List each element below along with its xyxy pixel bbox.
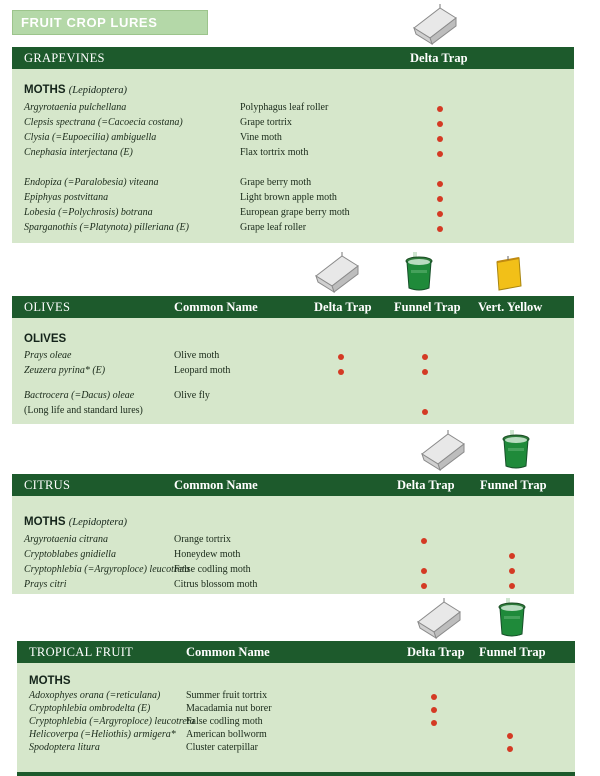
section-title: TROPICAL FRUIT [29,645,134,659]
availability-dot [421,583,427,589]
section-title: OLIVES [24,300,71,314]
section-tropical-fruit [17,641,575,776]
table-row [17,742,575,757]
availability-dot [437,211,443,217]
common-name: Cluster caterpillar [186,742,258,753]
availability-dot [437,121,443,127]
common-name: Honeydew moth [174,549,241,560]
table-row [12,549,574,564]
scientific-name: Sparganothis (=Platynota) pilleriana (E) [24,222,189,233]
common-name: Orange tortrix [174,534,231,545]
section-header [12,47,574,69]
group-title-text: OLIVES [24,333,67,345]
table-row [12,102,574,117]
column-header-delta-trap: Delta Trap [410,51,468,65]
column-header-common-name: Common Name [174,478,258,492]
section-body [12,496,574,594]
table-row [12,534,574,549]
scientific-name: Clepsis spectrana (=Cacoecia costana) [24,117,183,128]
scientific-name: Epiphyas postvittana [24,192,109,203]
column-header-common-name: Common Name [186,645,270,659]
availability-dot [507,733,513,739]
availability-dot [431,707,437,713]
table-row [12,405,574,420]
section-title: GRAPEVINES [24,51,105,65]
table-row [12,192,574,207]
table-row [12,222,574,237]
availability-dot [509,583,515,589]
scientific-name: Cryptophlebia (=Argyroploce) leucotreta [29,716,195,727]
common-name: Light brown apple moth [240,192,337,203]
scientific-name: Cryptophlebia (=Argyroploce) leucotreta [24,564,190,575]
scientific-name: Cryptophlebia ombrodelta (E) [29,703,151,714]
section-body [12,69,574,243]
column-header-common-name: Common Name [174,300,258,314]
section-header [12,296,574,318]
scientific-name: Endopiza (=Paralobesia) viteana [24,177,159,188]
availability-dot [421,538,427,544]
common-name: Olive fly [174,390,210,401]
delta-trap-icon [410,4,460,46]
column-header-delta-trap: Delta Trap [397,478,455,492]
funnel-trap-icon [496,598,528,640]
delta-trap-icon [418,430,468,472]
availability-dot [431,720,437,726]
availability-dot [437,196,443,202]
availability-dot [422,409,428,415]
column-header-funnel-trap: Funnel Trap [480,478,547,492]
group-title-text: MOTHS [24,516,66,528]
funnel-trap-icon [500,430,532,472]
table-row [12,579,574,594]
common-name: Summer fruit tortrix [186,690,268,701]
availability-dot [422,354,428,360]
common-name: False codling moth [186,716,263,727]
scientific-name: Cryptoblabes gnidiella [24,549,116,560]
common-name: Grape leaf roller [240,222,307,233]
table-row [12,390,574,405]
table-row [12,117,574,132]
scientific-name: Argyrotaenia pulchellana [24,102,127,113]
page-title-box [12,10,208,35]
scientific-name: Helicoverpa (=Heliothis) armigera* [29,729,176,740]
bottom-rule [17,772,575,776]
common-name: Vine moth [240,132,282,143]
section-olives [12,296,574,424]
column-header-delta-trap: Delta Trap [407,645,465,659]
table-row [12,350,574,365]
availability-dot [437,226,443,232]
availability-dot [437,136,443,142]
section-header [12,474,574,496]
scientific-name: Prays citri [24,579,67,590]
group-title [24,84,127,96]
common-name: Flax tortrix moth [240,147,309,158]
group-title [29,675,71,687]
common-name: Grape berry moth [240,177,312,188]
column-header-vert-yellow: Vert. Yellow [478,300,543,314]
group-subtitle: (Lepidoptera) [68,517,128,528]
common-name: American bollworm [186,729,267,740]
page-title: FRUIT CROP LURES [21,15,158,30]
availability-dot [421,568,427,574]
section-header [17,641,575,663]
table-row [12,365,574,380]
scientific-name: Bactrocera (=Dacus) oleae [24,390,135,401]
common-name: Olive moth [174,350,220,361]
vertical-yellow-trap-icon [491,256,523,292]
scientific-name: Spodoptera litura [29,742,100,753]
group-title [24,333,66,345]
section-citrus [12,474,574,594]
column-header-funnel-trap: Funnel Trap [479,645,546,659]
scientific-name: Zeuzera pyrina* (E) [24,365,106,376]
group-title-text: MOTHS [29,675,71,687]
table-row [12,132,574,147]
availability-dot [338,369,344,375]
section-body [12,318,574,424]
group-title [24,516,127,528]
common-name: European grape berry moth [240,207,350,218]
availability-dot [338,354,344,360]
section-title: CITRUS [24,478,71,492]
common-name: Polyphagus leaf roller [240,102,329,113]
availability-dot [437,106,443,112]
scientific-name: Cnephasia interjectana (E) [24,147,133,158]
common-name: False codling moth [174,564,251,575]
table-row [12,147,574,162]
column-header-delta-trap: Delta Trap [314,300,372,314]
table-row [12,177,574,192]
availability-dot [509,553,515,559]
common-name: Macadamia nut borer [186,703,272,714]
scientific-name: Prays oleae [24,350,72,361]
group-subtitle: (Lepidoptera) [68,85,128,96]
column-header-funnel-trap: Funnel Trap [394,300,461,314]
section-body [17,663,575,776]
common-name: Citrus blossom moth [174,579,258,590]
availability-dot [507,746,513,752]
availability-dot [437,151,443,157]
scientific-name: Argyrotaenia citrana [24,534,108,545]
common-name: Grape tortrix [240,117,292,128]
table-row [12,564,574,579]
table-row [12,207,574,222]
delta-trap-icon [414,598,464,640]
scientific-name: Lobesia (=Polychrosis) botrana [24,207,153,218]
funnel-trap-icon [403,252,435,294]
scientific-name: Clysia (=Eupoecilia) ambiguella [24,132,157,143]
scientific-name: (Long life and standard lures) [24,405,143,416]
availability-dot [431,694,437,700]
availability-dot [437,181,443,187]
availability-dot [509,568,515,574]
scientific-name: Adoxophyes orana (=reticulana) [29,690,161,701]
section-grapevines [12,47,574,243]
availability-dot [422,369,428,375]
delta-trap-icon [312,252,362,294]
common-name: Leopard moth [174,365,231,376]
group-title-text: MOTHS [24,84,66,96]
